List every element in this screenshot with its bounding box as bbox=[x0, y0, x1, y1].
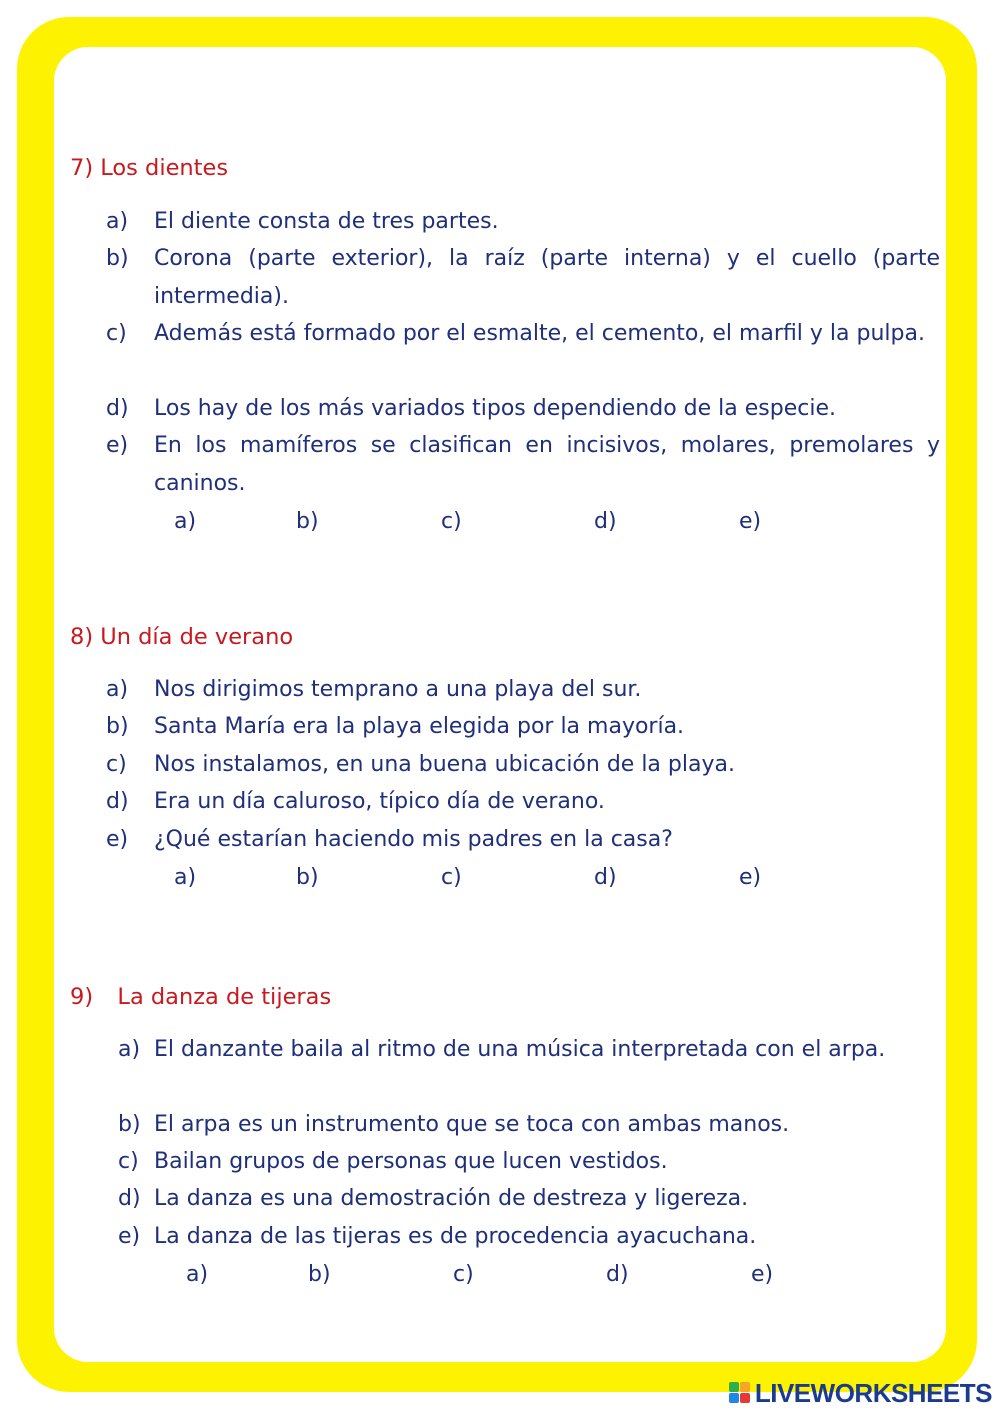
list-item bbox=[106, 671, 940, 709]
list-item bbox=[106, 240, 940, 316]
item-text: ¿Qué estarían haciendo mis padres en la casa? bbox=[154, 827, 673, 852]
answer-option-c[interactable]: c) bbox=[453, 1262, 474, 1287]
answer-option-c[interactable]: c) bbox=[441, 509, 462, 534]
question-8-title bbox=[70, 623, 293, 651]
list-item bbox=[118, 1218, 940, 1256]
item-text: Corona (parte exterior), la raíz (parte interna) y el cuello (parte intermedia). bbox=[154, 246, 940, 309]
answer-option-c[interactable]: c) bbox=[441, 865, 462, 890]
item-text: Nos instalamos, en una buena ubicación de la playa. bbox=[154, 752, 735, 777]
list-item bbox=[106, 783, 940, 821]
item-label: a) bbox=[106, 677, 129, 702]
item-text: Era un día caluroso, típico día de verano. bbox=[154, 789, 605, 814]
item-label: b) bbox=[118, 1112, 141, 1137]
question-7-title bbox=[70, 154, 228, 182]
list-item bbox=[106, 708, 940, 746]
brand-name: LIVEWORKSHEETS bbox=[754, 1377, 992, 1408]
item-text: Los hay de los más variados tipos dependiendo de la especie. bbox=[154, 396, 836, 421]
answer-option-a[interactable]: a) bbox=[186, 1262, 209, 1287]
list-item bbox=[118, 1106, 940, 1144]
item-label: c) bbox=[106, 321, 127, 346]
question-number: 9) bbox=[70, 984, 94, 1010]
item-label: c) bbox=[106, 752, 127, 777]
item-text: El arpa es un instrumento que se toca con ambas manos. bbox=[154, 1112, 790, 1137]
answer-option-b[interactable]: b) bbox=[308, 1262, 331, 1287]
answer-option-d[interactable]: d) bbox=[594, 865, 617, 890]
list-item bbox=[106, 427, 940, 503]
question-title-text: Un día de verano bbox=[100, 624, 294, 650]
item-label: b) bbox=[106, 246, 129, 271]
question-number: 7) bbox=[70, 155, 94, 181]
item-text: En los mamíferos se clasifican en incisivos, molares, premolares y caninos. bbox=[154, 433, 940, 496]
answer-option-b[interactable]: b) bbox=[296, 865, 319, 890]
item-label: d) bbox=[106, 789, 129, 814]
item-label: d) bbox=[118, 1186, 141, 1211]
list-item bbox=[106, 746, 940, 784]
list-item bbox=[118, 1031, 940, 1107]
item-text: Nos dirigimos temprano a una playa del sur. bbox=[154, 677, 642, 702]
item-label: b) bbox=[106, 714, 129, 739]
answer-option-a[interactable]: a) bbox=[174, 509, 197, 534]
list-item bbox=[118, 1143, 940, 1181]
answer-option-e[interactable]: e) bbox=[751, 1262, 774, 1287]
answer-option-a[interactable]: a) bbox=[174, 865, 197, 890]
question-title-text: La danza de tijeras bbox=[117, 984, 332, 1010]
list-item bbox=[106, 821, 940, 859]
item-text: Bailan grupos de personas que lucen vestidos. bbox=[154, 1149, 668, 1174]
question-9-title bbox=[70, 983, 331, 1011]
item-label: e) bbox=[118, 1224, 141, 1249]
list-item bbox=[106, 203, 940, 241]
answer-option-d[interactable]: d) bbox=[606, 1262, 629, 1287]
answer-option-b[interactable]: b) bbox=[296, 509, 319, 534]
item-label: a) bbox=[118, 1037, 141, 1062]
answer-option-e[interactable]: e) bbox=[739, 509, 762, 534]
item-label: c) bbox=[118, 1149, 139, 1174]
list-item bbox=[106, 315, 940, 391]
item-text: Santa María era la playa elegida por la mayoría. bbox=[154, 714, 685, 739]
list-item bbox=[118, 1180, 940, 1218]
question-number: 8) bbox=[70, 624, 94, 650]
item-text: El danzante baila al ritmo de una música interpretada con el arpa. bbox=[154, 1037, 886, 1062]
item-text: Además está formado por el esmalte, el cemento, el marfil y la pulpa. bbox=[154, 321, 925, 346]
item-text: La danza es una demostración de destreza y ligereza. bbox=[154, 1186, 749, 1211]
liveworksheets-logo-icon bbox=[729, 1382, 751, 1404]
item-label: a) bbox=[106, 209, 129, 234]
answer-option-d[interactable]: d) bbox=[594, 509, 617, 534]
item-label: d) bbox=[106, 396, 129, 421]
item-label: e) bbox=[106, 827, 129, 852]
item-text: El diente consta de tres partes. bbox=[154, 209, 499, 234]
liveworksheets-logo[interactable] bbox=[729, 1377, 992, 1408]
item-label: e) bbox=[106, 433, 129, 458]
question-title-text: Los dientes bbox=[100, 155, 229, 181]
answer-option-e[interactable]: e) bbox=[739, 865, 762, 890]
list-item bbox=[106, 390, 940, 428]
item-text: La danza de las tijeras es de procedencia ayacuchana. bbox=[154, 1224, 757, 1249]
